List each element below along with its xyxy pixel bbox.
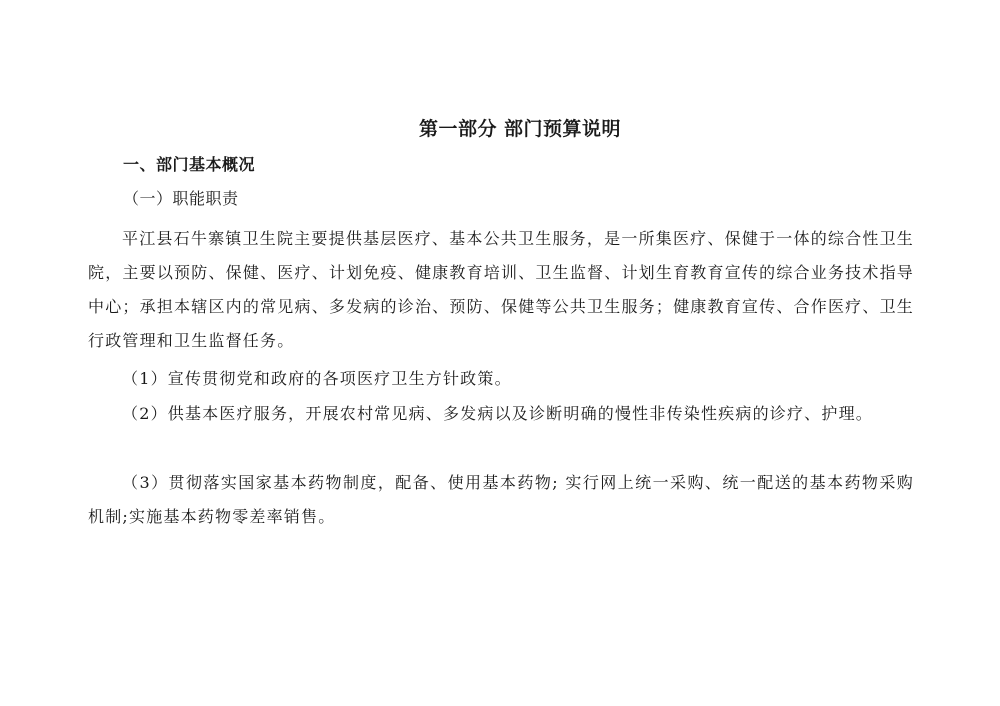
section-heading: 一、部门基本概况 <box>123 155 256 174</box>
subsection-heading: （一）职能职责 <box>123 189 239 208</box>
paragraph-item-2: （2）供基本医疗服务，开展农村常见病、多发病以及诊断明确的慢性非传染性疾病的诊疗、护理。 <box>122 404 873 423</box>
paragraph-item-3: （3）贯彻落实国家基本药物制度，配备、使用基本药物; 实行网上统一采购、统一配送的基本药物采购机制;实施基本药物零差率销售。 <box>88 473 914 526</box>
page-title: 第一部分 部门预算说明 <box>418 118 622 140</box>
paragraph-item-1: （1）宣传贯彻党和政府的各项医疗卫生方针政策。 <box>122 369 512 388</box>
paragraph-duties: 平江县石牛寨镇卫生院主要提供基层医疗、基本公共卫生服务，是一所集医疗、保健于一体的综合性卫生院，主要以预防、保健、医疗、计划免疫、健康教育培训、卫生监督、计划生育教育宣传的综合业务技术指导中心；承担本辖区内的常见病、多发病的诊治、预防、保健等公共卫生服务；健康教育宣传、合作医疗、卫生行政管理和卫生监督任务。 <box>88 229 914 350</box>
